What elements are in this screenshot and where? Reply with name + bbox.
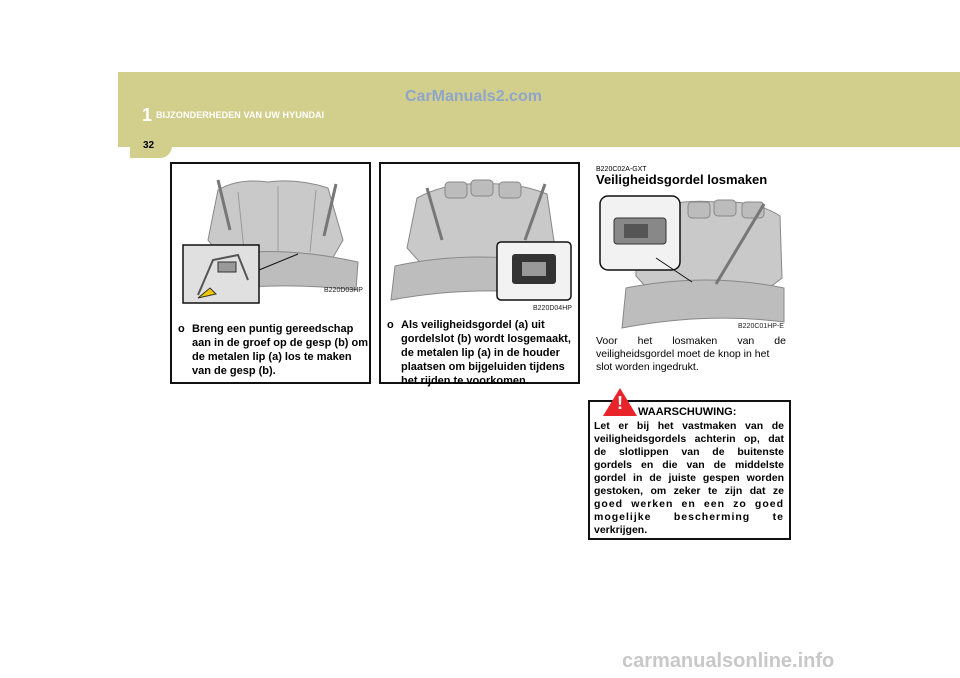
body-line: slot worden ingedrukt. (596, 361, 699, 373)
seat-illustration-2 (387, 170, 575, 306)
watermark-bottom: carmanualsonline.info (622, 650, 835, 672)
instruction-text (401, 318, 571, 388)
body-line: Voor het losmaken van de (596, 335, 786, 347)
warning-title: WAARSCHUWING: (638, 406, 737, 418)
instruction-text (192, 322, 368, 378)
section-title: Veiligheidsgordel losmaken (596, 172, 768, 187)
instruction-line: plaatsen om bijgeluiden tijdens (401, 361, 565, 373)
instruction-line: de metalen lip (a) in de houder (401, 347, 560, 359)
instruction-line: het rijden te voorkomen. (401, 375, 529, 387)
warning-line: gestoken, om zeker te zijn dat ze (594, 485, 784, 497)
instruction-1 (178, 322, 368, 382)
body-line: veiligheidsgordel moet de knop in het (596, 348, 770, 360)
image-code-2: B220D04HP (533, 305, 572, 312)
bullet-marker: o (178, 323, 185, 335)
warning-line: de slotlippen van de buitenste (594, 446, 784, 458)
image-code-3: B220C01HP-E (738, 323, 784, 330)
instruction-line: aan in de groef op de gesp (b) om (192, 337, 369, 349)
page-number: 32 (143, 140, 155, 151)
watermark-top: CarManuals2.com (405, 88, 542, 105)
instruction-2 (387, 318, 577, 388)
bullet-marker: o (387, 319, 394, 331)
warning-exclamation: ! (617, 393, 623, 413)
warning-line: gordels en die van de middelste (594, 459, 784, 471)
panel-2 (379, 162, 580, 387)
warning-line: Let er bij het vastmaken van de (594, 420, 784, 432)
warning-line: mogelijke bescherming te (594, 511, 784, 523)
seat-illustration-1 (178, 170, 364, 306)
instruction-line: de metalen lip (a) los te maken (192, 351, 352, 363)
chapter-number: 1 (142, 105, 153, 125)
section-code: B220C02A-GXT (596, 166, 647, 173)
warning-text (594, 420, 784, 537)
panel-1 (170, 162, 371, 384)
instruction-line: Breng een puntig gereedschap (192, 323, 354, 335)
instruction-line: Als veiligheidsgordel (a) uit (401, 319, 545, 331)
warning-line: goed werken en een zo goed (594, 498, 784, 510)
warning-line: verkrijgen. (594, 524, 648, 536)
image-code-1: B220D03HP (324, 287, 363, 294)
body-text (596, 335, 786, 374)
warning-line: veiligheidsgordels achterin op, dat (594, 433, 784, 445)
warning-line: gordel in de juiste gespen worden (594, 472, 784, 484)
instruction-line: van de gesp (b). (192, 365, 276, 377)
instruction-line: gordelslot (b) wordt losgemaakt, (401, 333, 571, 345)
seat-illustration-3 (596, 188, 786, 331)
chapter-title: BIJZONDERHEDEN VAN UW HYUNDAI (156, 110, 325, 120)
